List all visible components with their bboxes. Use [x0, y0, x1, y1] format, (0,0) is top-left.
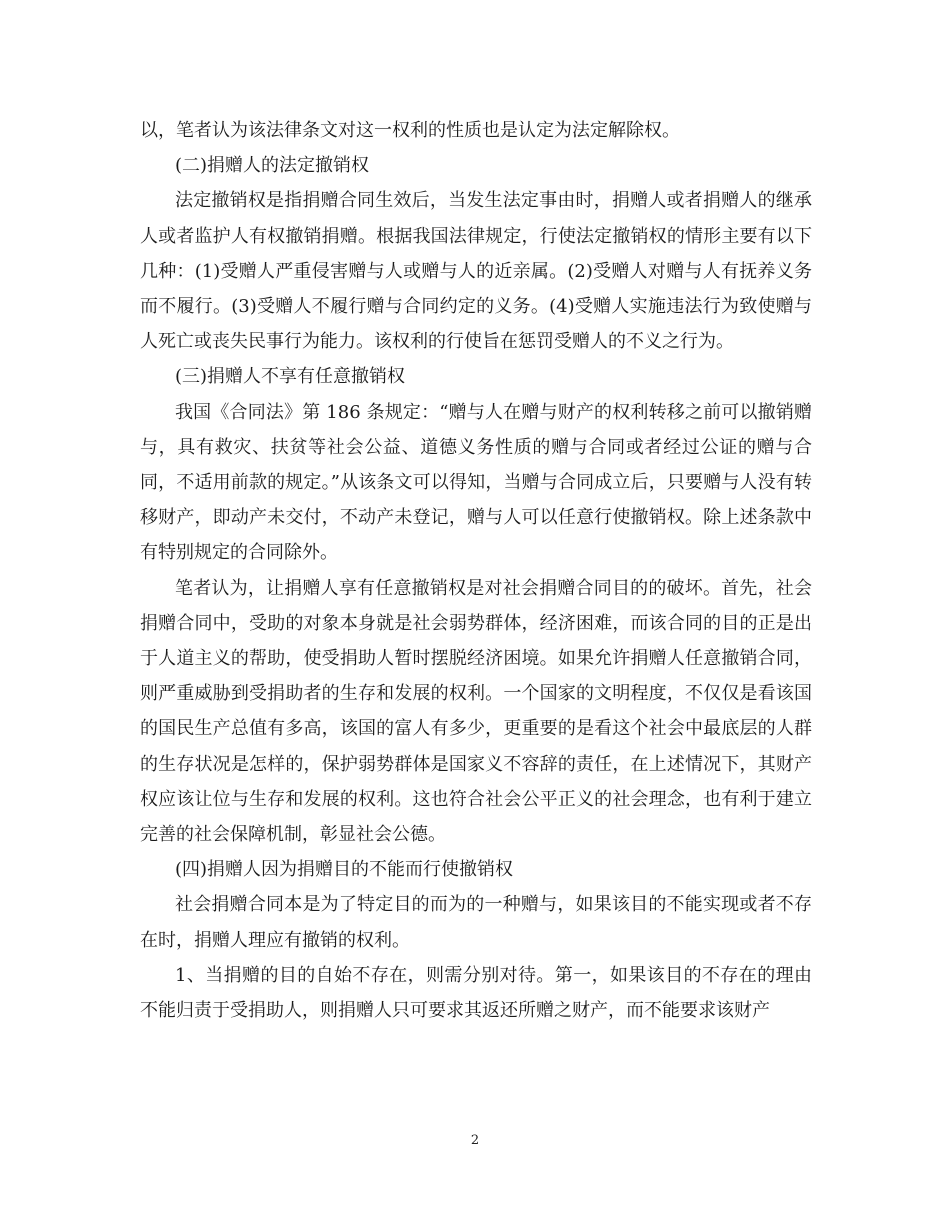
section-heading-3: (三)捐赠人不享有任意撤销权: [175, 366, 406, 388]
paragraph-purpose: 社会捐赠合同本是为了特定目的而为的一种赠与，如果该目的不能实现或者不存在时，捐赠人理应有撤销的权利。: [140, 894, 812, 951]
document-body: [140, 113, 812, 1028]
paragraph-continuation: 以，笔者认为该法律条文对这一权利的性质也是认定为法定解除权。: [140, 120, 680, 141]
section-heading-4: (四)捐赠人因为捐赠目的不能而行使撤销权: [175, 859, 514, 881]
page-number: 2: [470, 1133, 480, 1148]
paragraph-item-1: 1、当捐赠的目的自始不存在，则需分别对待。第一，如果该目的不存在的理由不能归责于受捐助人，则捐赠人只可要求其返还所赠之财产，而不能要求该财产: [140, 964, 812, 1022]
paragraph-statutory-revocation: 法定撤销权是指捐赠合同生效后，当发生法定事由时，捐赠人或者捐赠人的继承人或者监护人有权撤销捐赠。根据我国法律规定，行使法定撤销权的情形主要有以下几种：(1)受赠人严重侵害赠与人或赠与人的近亲属。(2)受赠人对赠与人有抚养义务而不履行。(3)受赠人不履行赠与合同约定的义务。(4)受赠人实施违法行为致使赠与人死亡或丧失民事行为能力。该权利的行使旨在惩罚受赠人的不义之行为。: [140, 190, 812, 353]
section-heading-2: (二)捐赠人的法定撤销权: [175, 155, 370, 177]
paragraph-contract-law-186: 我国《合同法》第 186 条规定：“赠与人在赠与财产的权利转移之前可以撤销赠与，具有救灾、扶贫等社会公益、道德义务性质的赠与合同或者经过公证的赠与合同，不适用前款的规定。”从该条文可以得知，当赠与合同成立后，只要赠与人没有转移财产，即动产未交付，不动产未登记，赠与人可以任意行使撤销权。除上述条款中有特别规定的合同除外。: [140, 401, 812, 564]
paragraph-author-opinion: 笔者认为，让捐赠人享有任意撤销权是对社会捐赠合同目的的破坏。首先，社会捐赠合同中，受助的对象本身就是社会弱势群体，经济困难，而该合同的目的正是出于人道主义的帮助，使受捐助人暂时摆脱经济困境。如果允许捐赠人任意撤销合同，则严重威胁到受捐助者的生存和发展的权利。一个国家的文明程度，不仅仅是看该国的国民生产总值有多高，该国的富人有多少，更重要的是看这个社会中最底层的人群的生存状况是怎样的，保护弱势群体是国家义不容辞的责任，在上述情况下，其财产权应该让位与生存和发展的权利。这也符合社会公平正义的社会理念，也有利于建立完善的社会保障机制，彰显社会公德。: [140, 577, 812, 846]
